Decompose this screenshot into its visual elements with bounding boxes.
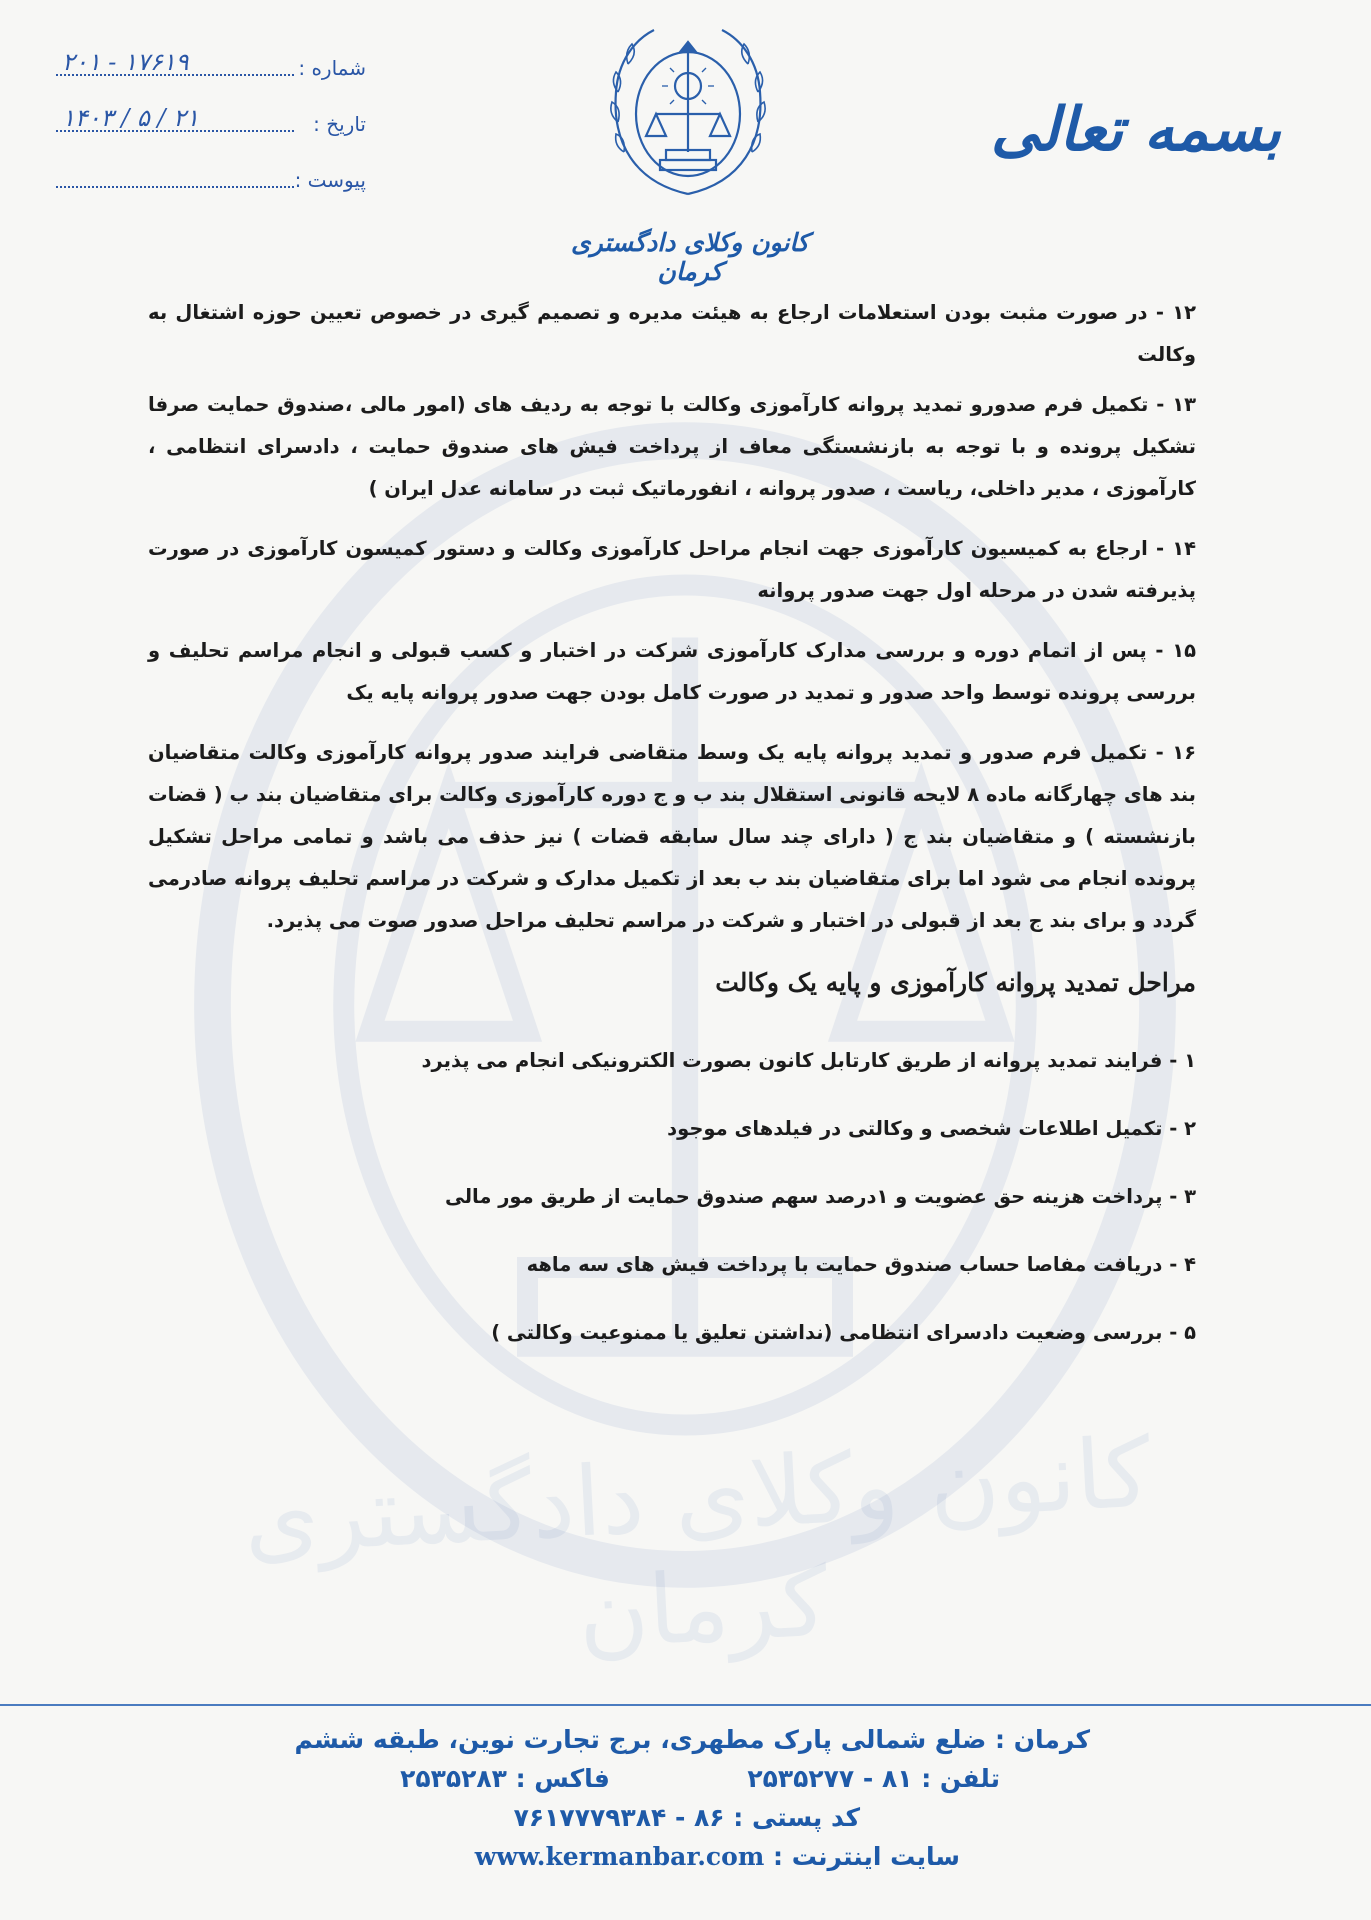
footer-postal-code: کد پستی : ۸۶ - ۷۶۱۷۷۷۹۳۸۴ [513,1803,860,1832]
date-value: ۱۴۰۳ / ۵ / ۲۱ [62,104,199,132]
footer-fax: فاکس : ۲۵۳۵۲۸۳ [400,1764,610,1793]
footer-phone: تلفن : ۸۱ - ۲۵۳۵۲۷۷ [747,1764,1000,1793]
meta-attachment-row [56,162,376,218]
attachment-dotted-line [56,186,294,188]
watermark-text: کانون وکلای دادگستری کرمان [240,1416,1154,1671]
attachment-label: پیوست : [294,168,366,192]
footer-website-link[interactable]: www.kermanbar.com [474,1842,765,1871]
letter-meta [56,50,376,218]
footer-phones [230,1759,1090,1798]
paragraph-16: ۱۶ - تکمیل فرم صدور و تمدید پروانه پایه یک وسط متقاضی فرایند صدور پروانه کارآموزی وکالت متقاضیان بند های چهارگانه ماده ۸ لایحه قانونی استقلال بند ب و ج دوره کارآموزی وکالت برای متقاضیان بند ب ( قضات بازنشسته ) و متقاضیان بند ج ( دارای چند سال سابقه قضات ) نیز حذف می باشد و تمامی مراحل تشکیل پرونده انجام می شود اما برای متقاضیان بند ب بعد از تکمیل مدارک و شرکت در مراسم تحلیف پروانه صادرمی گردد و برای بند ج بعد از قبولی در اختبار و شرکت در مراسم تحلیف مراحل صدور صوت می پذیرد. [148,741,1196,932]
date-label: تاریخ : [313,112,366,136]
bar-association-emblem [604,22,772,198]
footer-website-label: سایت اینترنت : [773,1842,960,1871]
meta-number-row [56,50,376,106]
step-item: ۱ - فرایند تمدید پروانه از طریق کارتابل کانون بصورت الکترونیکی انجام می پذیرد [421,1049,1196,1072]
footer-address: کرمان : ضلع شمالی پارک مطهری، برج تجارت نوین، طبقه ششم [294,1725,1090,1754]
paragraph-12: ۱۲ - در صورت مثبت بودن استعلامات ارجاع به هیئت مدیره و تصمیم گیری در خصوص تعیین حوزه اشتغال به وکالت [148,301,1196,366]
step-item: ۵ - بررسی وضعیت دادسرای انتظامی (نداشتن تعلیق یا ممنوعیت وکالتی ) [491,1321,1196,1344]
letter-body [148,292,1196,1378]
meta-date-row [56,106,376,162]
paragraph-13: ۱۳ - تکمیل فرم صدورو تمدید پروانه کارآموزی وکالت با توجه به ردیف های (امور مالی ،صندوق حمایت صرفا تشکیل پرونده و با توجه به بازنشستگی معاف از پرداخت فیش های صندوق حمایت ، دادسرای انتظامی ، کارآموزی ، مدیر داخلی، ریاست ، صدور پروانه ، انفورماتیک ثبت در سامانه عدل ایران ) [148,393,1196,500]
paragraph-15: ۱۵ - پس از اتمام دوره و بررسی مدارک کارآموزی شرکت در اختبار و کسب قبولی و انجام مراسم تحلیف و بررسی پرونده توسط واحد صدور و تمدید در صورت کامل بودن جهت صدور پروانه پایه یک [148,639,1196,704]
section-heading: مراحل تمدید پروانه کارآموزی و پایه یک وکالت [715,968,1196,997]
renewal-steps-list [148,1038,1196,1356]
footer-divider [0,1704,1371,1706]
organization-name: کانون وکلای دادگستری کرمان [571,228,809,286]
step-item: ۴ - دریافت مفاصا حساب صندوق حمایت با پرداخت فیش های سه ماهه [526,1253,1196,1276]
letterhead-footer [230,1720,1090,1876]
step-item: ۳ - پرداخت هزینه حق عضویت و ۱درصد سهم صندوق حمایت از طریق مور مالی [444,1185,1196,1208]
number-label: شماره : [298,56,366,80]
number-value: ۲۰۱ - ۱۷۶۱۹ [62,48,189,76]
paragraph-14: ۱۴ - ارجاع به کمیسیون کارآموزی جهت انجام مراحل کارآموزی وکالت و دستور کمیسون کارآموزی در صورت پذیرفته شدن در مرحله اول جهت صدور پروانه [148,537,1196,602]
invocation-heading: بسمه تعالی [990,95,1281,165]
footer-website [230,1837,1090,1876]
step-item: ۲ - تکمیل اطلاعات شخصی و وکالتی در فیلدهای موجود [667,1117,1196,1140]
